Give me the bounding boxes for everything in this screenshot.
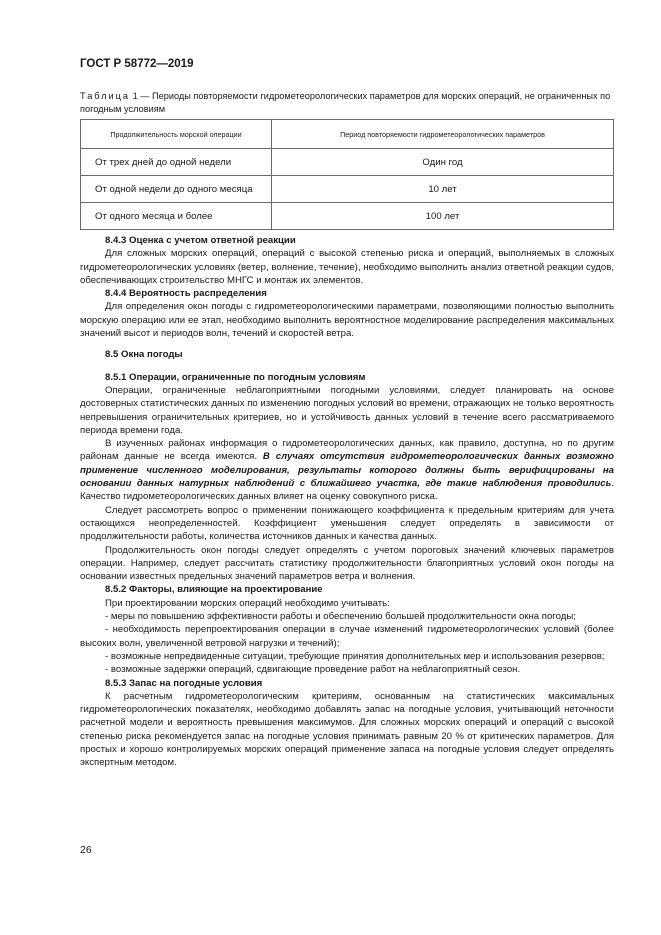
paragraph <box>80 437 614 503</box>
table-cell: 100 лет <box>272 203 614 230</box>
table-row <box>81 203 614 230</box>
emphasized-text: В случаях отсутствия гидрометеорологических данных возможно применение численного моделирования, результаты которого должны быть верифицированы на основании данных натурных наблюдений с ближайшего участка, где такие наблюдения проводились <box>80 451 614 490</box>
paragraph: Для сложных морских операций, операций с высокой степенью риска и операций, выполняемых в сложных гидрометеорологических условиях (ветер, волнение, течение), необходимо выполнить анализ ответной реакции судов, обеспечивающих строительство МНГС и монтаж их элементов. <box>80 248 614 286</box>
paragraph-text: В изученных районах информация о гидрометеорологических данных, как правило, доступна, но по другим районам данные не всегда имеются. <box>80 438 614 463</box>
list-item: - меры по повышению эффективности работы и обеспечению большей продолжительности окна погоды; <box>105 611 576 623</box>
table-caption <box>80 90 614 115</box>
standard-header: ГОСТ Р 58772—2019 <box>80 58 194 70</box>
column-header: Продолжительность морской операции <box>81 120 272 149</box>
column-header: Период повторяемости гидрометеорологических параметров <box>272 120 614 149</box>
paragraph: Продолжительность окон погоды следует определять с учетом пороговых значений ключевых параметров операции. Например, следует рассчитать статистику продолжительности благоприятных условий окон погоды на основании известных предельных значений параметров ветра и волнения. <box>80 544 614 583</box>
section-title-851: 8.5.1 Операции, ограниченные по погодным условиям <box>105 371 366 383</box>
table-row <box>81 176 614 203</box>
list-item: - возможные непредвиденные ситуации, требующие принятия дополнительных мер и использования резервов; <box>105 650 605 662</box>
table-cell: От трех дней до одной недели <box>81 149 272 176</box>
table-cell: Один год <box>272 149 614 176</box>
section-title-844: 8.4.4 Вероятность распределения <box>105 288 267 300</box>
paragraph-text: . Качество гидрометеорологических данных влияет на оценку совокупного риска. <box>80 478 614 503</box>
paragraph: Для определения окон погоды с гидрометеорологическими параметрами, позволяющими полностью выполнить морскую операцию или ее этап, необходимо выполнить вероятностное моделирование распределения максимальных значений высот и периодов волн, течений и скоростей ветра. <box>80 301 614 340</box>
table-cell: От одного месяца и более <box>81 203 272 230</box>
paragraph: Операции, ограниченные неблагоприятными погодными условиями, следует планировать на основе достоверных статистических данных по изменению погодных условий во времени, отражающих не только вероятность непревышения ограничительных критериев, но и устойчивость данных условий в течение всего рассматриваемого периода времени года. <box>80 384 615 436</box>
table-cell: От одной недели до одного месяца <box>81 176 272 203</box>
table-header-row <box>81 120 614 149</box>
section-title-852: 8.5.2 Факторы, влияющие на проектирование <box>105 584 323 596</box>
table-row <box>81 149 614 176</box>
section-title-853: 8.5.3 Запас на погодные условия <box>105 677 263 689</box>
section-title-85: 8.5 Окна погоды <box>105 349 183 361</box>
paragraph: При проектировании морских операций необходимо учитывать: <box>105 597 390 609</box>
document-page <box>80 58 614 770</box>
list-item: - необходимость перепроектирования операции в случае изменений гидрометеорологических условий (более высоких волн, увеличенной ветровой нагрузки и течений); <box>80 624 614 649</box>
page-number: 26 <box>80 844 92 856</box>
section-title-843: 8.4.3 Оценка с учетом ответной реакции <box>105 235 296 246</box>
paragraph: Следует рассмотреть вопрос о применении понижающего коэффициента к предельным критериям для учета остающихся неопределенностей. Коэффициент уменьшения следует определять в зависимости от продолжительности работы, количества источников данных и качества данных. <box>80 504 614 543</box>
table-caption-label: Таблица <box>80 91 131 101</box>
table-cell: 10 лет <box>272 176 614 203</box>
paragraph: К расчетным гидрометеорологическим критериям, основанным на статистических максимальных гидрометеорологических показателях, необходимо добавлять запас на погодные условия, учитывающий неточности расчетной модели и вероятность превышения максимумов. Для сложных морских операций и операций с высокой степенью риска рекомендуется запас на погодные условия принимать равным 20 % от критических параметров. Для простых и хорошо контролируемых морских операций применение запаса на погодные условия следует определять экспертным методом. <box>80 690 614 769</box>
repeatability-table <box>80 119 614 230</box>
table-caption-text: 1 — Периоды повторяемости гидрометеорологических параметров для морских операций, не ограниченных по погодным условиям <box>80 91 611 114</box>
list-item: - возможные задержки операций, сдвигающие проведение работ на неблагоприятный сезон. <box>105 664 521 676</box>
